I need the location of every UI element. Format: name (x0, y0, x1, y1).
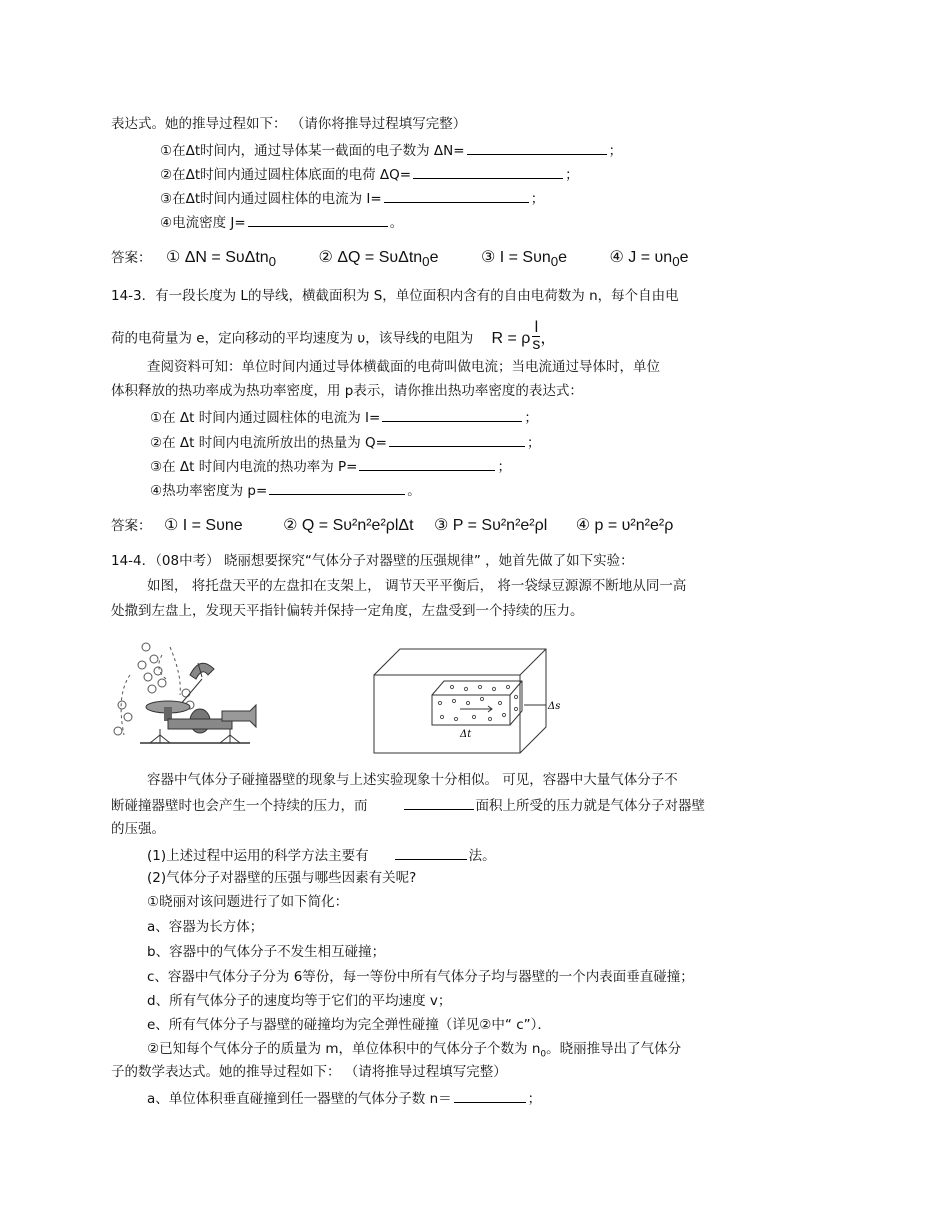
question-1: (1)上述过程中运用的科学方法主要有 法。 (147, 845, 496, 865)
answer-blank[interactable] (269, 480, 405, 495)
answer-blank[interactable] (359, 456, 495, 471)
step-text: ②在 Δt 时间内电流所放出的热量为 Q= (150, 435, 387, 451)
answer-blank[interactable] (395, 845, 467, 860)
step-2 (160, 164, 579, 184)
step-text: ①在Δt时间内，通过导体某一截面的电子数为 ΔN= (160, 143, 465, 159)
answer-2 (111, 517, 673, 535)
answer-blank[interactable] (384, 188, 529, 203)
punct: ； (526, 435, 541, 451)
answer-item: ④ p = υ²n²e²ρ (575, 517, 674, 534)
intro-line: 表达式。她的推导过程如下： （请你将推导过程填写完整） (111, 116, 467, 132)
step-text: ③在Δt时间内通过圆柱体的电流为 I= (160, 191, 382, 207)
answer-item: ③ P = Sυ²n²e²ρl (434, 517, 548, 534)
paragraph: 如图， 将托盘天平的左盘扣在支架上， 调节天平平衡后， 将一袋绿豆源源不断地从同一高 (147, 578, 687, 594)
resistance-formula: R = ρ $\frac{l}{s}$ ， (491, 319, 557, 353)
step: ②已知每个气体分子的质量为 m，单位体积中的气体分子个数为 $n_0$。晓丽推导出了气体分 (147, 1041, 682, 1060)
list-item: a、容器为长方体； (147, 919, 264, 935)
answer-blank[interactable] (382, 407, 522, 422)
list-item: c、容器中气体分子分为 6等份，每一等份中所有气体分子均与器壁的一个内表面垂直碰撞； (147, 969, 694, 985)
punct: ； (524, 410, 538, 426)
step-text: ③在 Δt 时间内电流的热功率为 P= (150, 459, 358, 475)
answer-blank[interactable] (389, 432, 525, 447)
paragraph: 断碰撞器壁时也会产生一个持续的压力，而 面积上所受的压力就是气体分子对器壁 (111, 795, 705, 815)
step-3 (150, 456, 511, 476)
list-item: d、所有气体分子的速度均等于它们的平均速度 v； (147, 993, 452, 1009)
paragraph: 的压强。 (111, 821, 165, 837)
answer-blank[interactable] (404, 795, 474, 810)
gas-container-figure (370, 645, 570, 755)
answer-blank[interactable] (467, 140, 607, 155)
step-4 (160, 212, 403, 232)
punct: 。 (407, 483, 421, 499)
punct: ； (608, 143, 623, 159)
step-text: ①在 Δt 时间内通过圆柱体的电流为 I= (150, 410, 381, 426)
step-4 (150, 480, 421, 500)
list-item: b、容器中的气体分子不发生相互碰撞； (147, 944, 386, 960)
punct: ； (565, 167, 579, 183)
question-2: (2)气体分子对器壁的压强与哪些因素有关呢? (147, 870, 417, 886)
answer-item: ③ I = Sυn$_0$e (480, 249, 568, 270)
paragraph: 体积释放的热功率成为热功率密度，用 p表示，请你推出热功率密度的表达式： (111, 383, 583, 399)
balance-scale-figure (110, 635, 270, 755)
paragraph: 处撒到左盘上，发现天平指针偏转并保持一定角度，左盘受到一个持续的压力。 (111, 603, 584, 619)
figure-label: Δt (460, 729, 472, 740)
punct: ； (530, 191, 545, 207)
question-14-3-title: 14-3．有一段长度为 L的导线，横截面积为 S，单位面积内含有的自由电荷数为 n，每个自由电 (111, 288, 679, 304)
step-text: ④热功率密度为 p= (150, 483, 268, 499)
answer-1 (111, 249, 689, 271)
paragraph: 查阅资料可知：单位时间内通过导体横截面的电荷叫做电流；当电流通过导体时，单位 (147, 359, 660, 375)
answer-item: ④ $J = \upsilon n_0e$ (609, 249, 689, 270)
answer-item: ① I = Sυne (163, 517, 243, 534)
punct: ； (497, 459, 511, 475)
answer-item: ② ΔQ = SυΔtn$_0$e (318, 249, 439, 270)
step: ①晓丽对该问题进行了如下简化： (147, 894, 349, 910)
step-text: ④电流密度 J= (160, 215, 246, 231)
step: a、单位体积垂直碰撞到任一器壁的气体分子数 n＝ ； (147, 1088, 541, 1108)
step-3 (160, 188, 544, 208)
text: 荷的电荷量为 e，定向移动的平均速度为 υ，该导线的电阻为 (111, 330, 474, 347)
punct: 。 (389, 215, 404, 231)
answer-label: 答案： (111, 518, 152, 534)
answer-blank[interactable] (454, 1088, 526, 1103)
step-text: ②在Δt时间内通过圆柱体底面的电荷 ΔQ= (160, 167, 412, 183)
answer-item: ② Q = Sυ²n²e²ρlΔt (283, 517, 414, 534)
step-2 (150, 432, 540, 452)
paragraph: 容器中气体分子碰撞器壁的现象与上述实验现象十分相似。 可见，容器中大量气体分子不 (147, 772, 678, 788)
answer-item: ① ΔN = SυΔtn$_0$ (165, 249, 277, 270)
answer-blank[interactable] (413, 164, 563, 179)
answer-label: 答案： (111, 250, 152, 266)
step-1 (160, 140, 622, 160)
question-14-4-title: 14-4．（08中考） 晓丽想要探究“气体分子对器壁的压强规律” ，她首先做了如下实验： (111, 553, 634, 569)
question-14-3-line2 (111, 319, 557, 355)
figure-label: Δs (548, 701, 561, 712)
answer-blank[interactable] (248, 212, 388, 227)
list-item: e、所有气体分子与器壁的碰撞均为完全弹性碰撞（详见②中“ c”）． (147, 1017, 551, 1033)
step-1 (150, 407, 538, 427)
paragraph: 子的数学表达式。她的推导过程如下： （请将推导过程填写完整） (111, 1064, 507, 1080)
